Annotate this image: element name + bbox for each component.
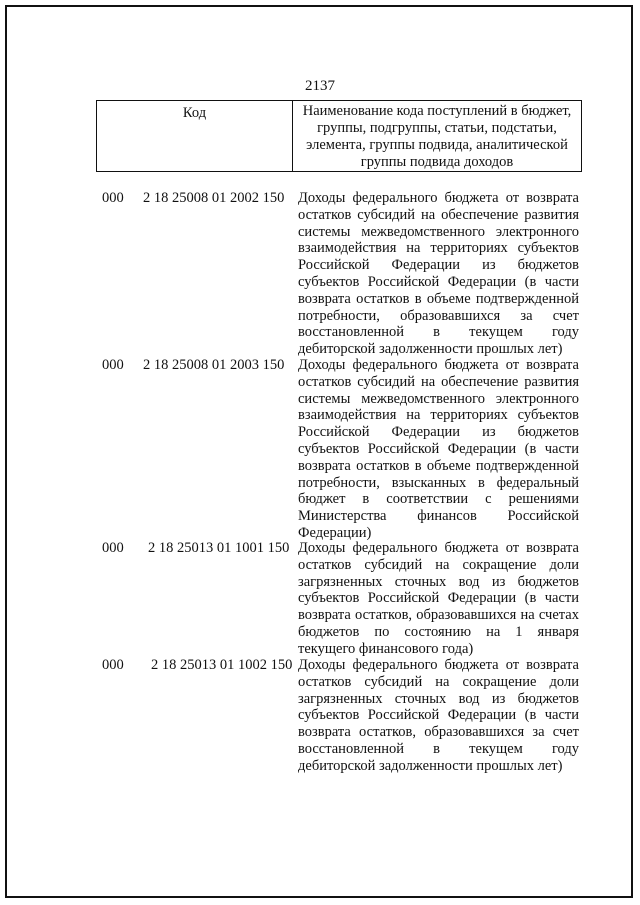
revenue-description: Доходы федерального бюджета от возврата остатков субсидий на обеспечение развития системы межведомственного электронного взаимодействия на территориях субъектов Российской Федерации из бюджетов субъектов Российской Федерации (в части возврата остатков в объеме подтвержденной потребности, образовавшихся за счет восстановленной в текущем году дебиторской задолженности прошлых лет) [298, 190, 579, 358]
revenue-code: 2 18 25008 01 2003 150 [143, 357, 285, 373]
revenue-description: Доходы федерального бюджета от возврата остатков субсидий на сокращение доли загрязненных сточных вод из бюджетов субъектов Российской Федерации (в части возврата остатков, образовавшихся за счет восстановленной в текущем году дебиторской задолженности прошлых лет) [298, 657, 579, 774]
admin-code: 000 [102, 540, 124, 556]
admin-code: 000 [102, 190, 124, 206]
page-number: 2137 [305, 78, 335, 94]
admin-code: 000 [102, 657, 124, 673]
header-name-column: Наименование кода поступлений в бюджет, группы, подгруппы, статьи, подстатьи, элемента, группы подвида, аналитической группы подвида доходов [302, 103, 572, 170]
admin-code: 000 [102, 357, 124, 373]
revenue-code: 2 18 25013 01 1001 150 [148, 540, 290, 556]
table-header [96, 100, 582, 172]
revenue-code: 2 18 25008 01 2002 150 [143, 190, 285, 206]
header-code-column: Код [97, 101, 293, 171]
revenue-description: Доходы федерального бюджета от возврата остатков субсидий на сокращение доли загрязненных сточных вод из бюджетов субъектов Российской Федерации (в части возврата остатков, образовавшихся на счетах бюджетов по состоянию на 1 января текущего финансового года) [298, 540, 579, 657]
revenue-description: Доходы федерального бюджета от возврата остатков субсидий на обеспечение развития системы межведомственного электронного взаимодействия на территориях субъектов Российской Федерации из бюджетов субъектов Российской Федерации (в части возврата остатков в объеме подтвержденной потребности, взысканных в федеральный бюджет в соответствии с решениями Министерства финансов Российской Федерации) [298, 357, 579, 541]
revenue-code: 2 18 25013 01 1002 150 [151, 657, 293, 673]
